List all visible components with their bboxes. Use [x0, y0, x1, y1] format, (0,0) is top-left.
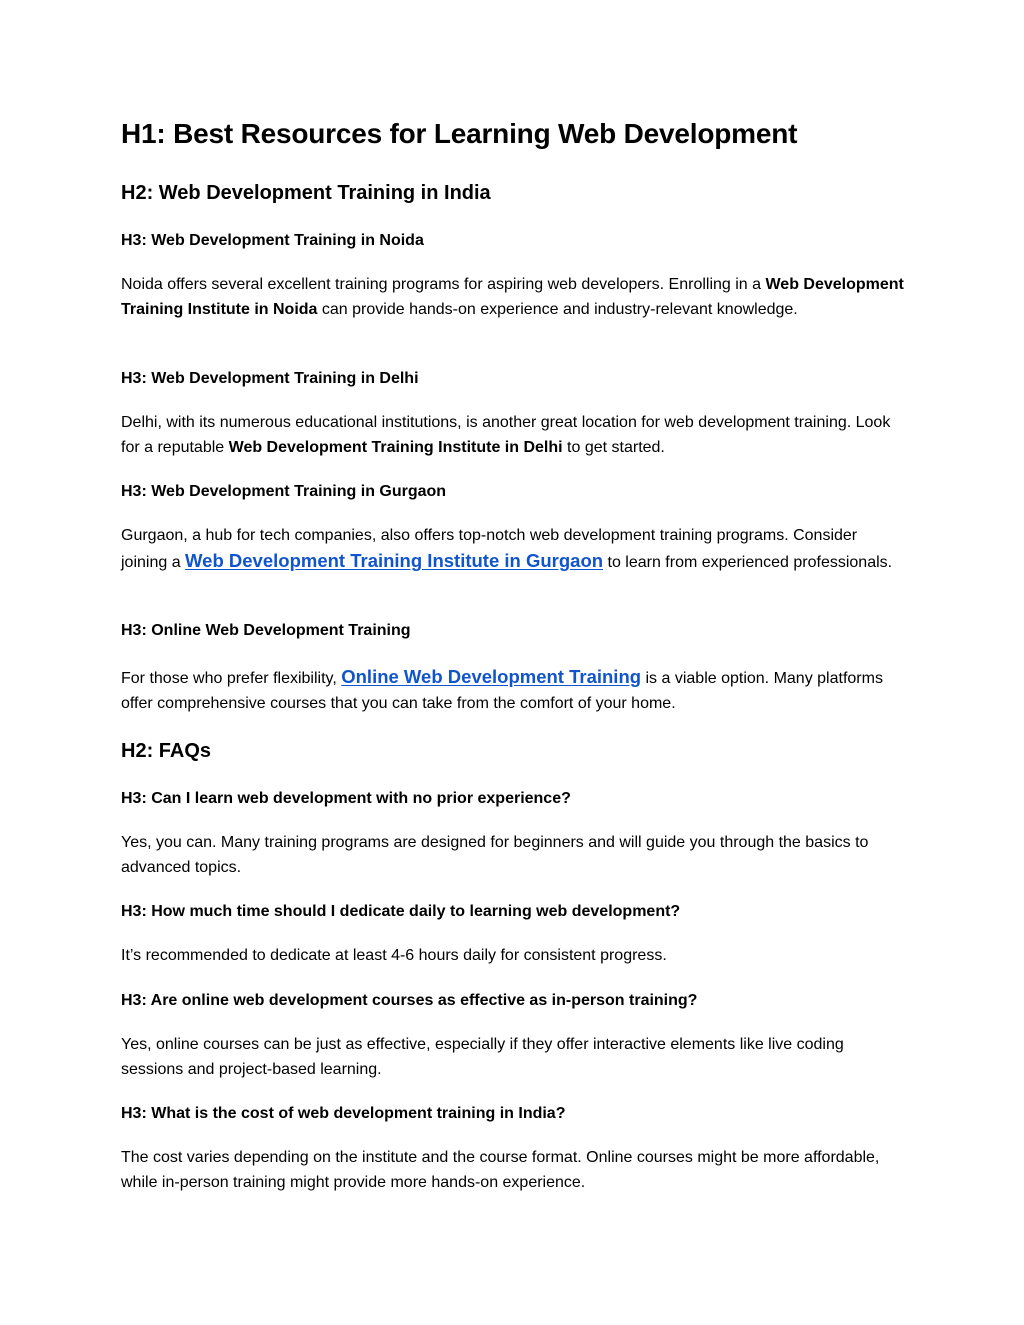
paragraph-text: to get started. [562, 438, 665, 456]
faq-question: H3: Are online web development courses as effective as in-person training? [121, 992, 698, 1009]
paragraph-text: Noida offers several excellent training programs for aspiring web developers. Enrolling in a [121, 276, 766, 293]
paragraph-delhi [121, 411, 896, 460]
heading-noida: H3: Web Development Training in Noida [121, 232, 424, 249]
faq-question: H3: How much time should I dedicate daily to learning web development? [121, 903, 681, 920]
faq-answer: Yes, you can. Many training programs are designed for beginners and will guide you through the basics to advanced topics. [121, 834, 869, 876]
faq-answer: The cost varies depending on the institute and the course format. Online courses might be more affordable, while in-person training might provide more hands-on experience. [121, 1149, 880, 1191]
heading-delhi: H3: Web Development Training in Delhi [121, 370, 419, 387]
paragraph-text: to learn from experienced professionals. [603, 553, 893, 571]
paragraph-text: Delhi, with its numerous educational institutions, is another great location for web development training. Look for a reputable [121, 414, 891, 456]
faq-question: H3: Can I learn web development with no prior experience? [121, 790, 571, 807]
paragraph-text: Gurgaon, a hub for tech companies, also offers top-notch web development training programs. Consider joining a [121, 527, 858, 571]
paragraph-text: is a viable option. Many platforms offer comprehensive courses that you can take from the comfort of your home. [121, 670, 883, 712]
online-training-link[interactable]: Online Web Development Training [341, 666, 642, 687]
page-title: H1: Best Resources for Learning Web Development [121, 118, 798, 149]
gurgaon-institute-link[interactable]: Web Development Training Institute in Gurgaon [185, 549, 604, 571]
heading-online: H3: Online Web Development Training [121, 622, 411, 639]
paragraph-noida [121, 273, 906, 322]
faq-answer: Yes, online courses can be just as effective, especially if they offer interactive elements like live coding sessions and project-based learning. [121, 1036, 844, 1078]
paragraph-online [121, 665, 911, 716]
faq-answer: It’s recommended to dedicate at least 4-6 hours daily for consistent progress. [121, 947, 667, 964]
paragraph-gurgaon [121, 524, 896, 575]
bold-keyword: Web Development Training Institute in Noida [121, 276, 904, 318]
bold-keyword: Web Development Training Institute in Delhi [228, 438, 563, 456]
faq-question: H3: What is the cost of web development training in India? [121, 1105, 566, 1122]
heading-india: H2: Web Development Training in India [121, 182, 491, 204]
paragraph-text: For those who prefer flexibility, [121, 670, 342, 687]
heading-faqs: H2: FAQs [121, 740, 212, 762]
heading-gurgaon: H3: Web Development Training in Gurgaon [121, 483, 447, 500]
paragraph-text: can provide hands-on experience and industry-relevant knowledge. [317, 300, 798, 318]
